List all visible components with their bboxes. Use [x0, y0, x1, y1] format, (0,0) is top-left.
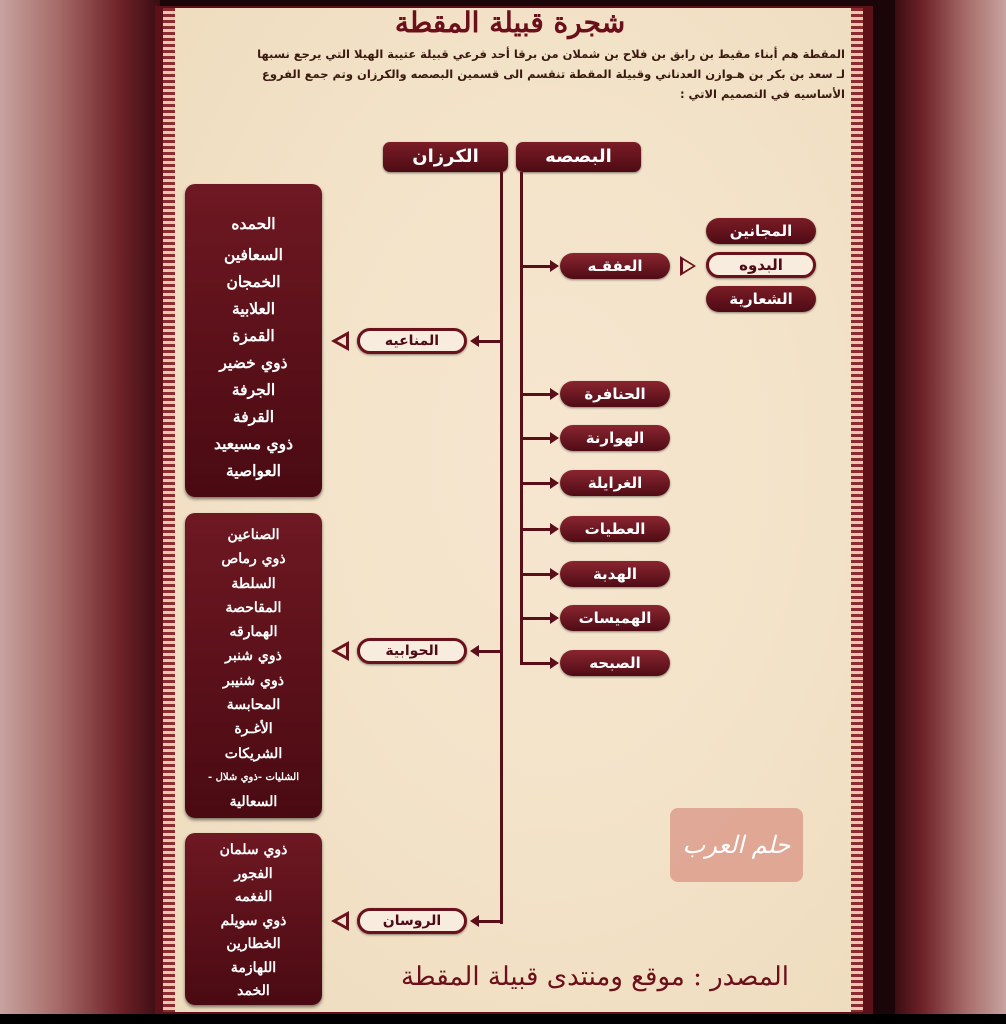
arrow-icon [550, 477, 559, 489]
list-item: الشليات -ذوي شلال - [207, 771, 299, 783]
section-karzan: الكرزان [383, 142, 508, 172]
list-item: الفغمه [234, 889, 273, 905]
branch-basasa-5: الهدبة [560, 561, 670, 587]
arrow-icon [550, 657, 559, 669]
stamp-text: حلم العرب [682, 831, 791, 859]
list-item: السلطة [231, 575, 276, 592]
arrow-icon [337, 336, 346, 346]
list-item: الخمجان [226, 272, 281, 291]
list-item: العواصية [226, 461, 281, 480]
intro-line: الأساسيه في التصميم الاتي : [679, 87, 845, 101]
connector-karzan-down [500, 172, 503, 924]
section-basasa: البصصه [516, 142, 641, 172]
list-item: الفجور [234, 865, 273, 882]
list-item: القمزة [232, 326, 275, 345]
list-item: الخطارين [226, 936, 281, 952]
ornament-border-right [851, 8, 863, 1012]
list-item: ذوي رماص [221, 551, 286, 568]
branch-karzan-1: الحوابية [357, 638, 467, 664]
list-item: ذوي خضير [219, 353, 288, 372]
connector-branch [520, 528, 554, 531]
connector-branch [520, 662, 554, 665]
branch-basasa-7: الصبحه [560, 650, 670, 676]
arrow-icon [683, 260, 693, 272]
list-item: ذوي سلمان [219, 842, 288, 858]
arrow-icon [550, 260, 559, 272]
connector-branch [520, 393, 554, 396]
arrow-icon [550, 523, 559, 535]
ornament-border-left [163, 8, 175, 1012]
arrow-icon [550, 568, 559, 580]
list-item: المحابسة [226, 697, 281, 714]
connector-branch [520, 265, 554, 268]
connector-basasa-down [520, 172, 523, 664]
branch-basasa-2: الهوارنة [560, 425, 670, 451]
page-title: شجرة قبيلة المقطة [394, 6, 626, 39]
list-hawabiya [185, 513, 322, 818]
list-item: الهمارقه [229, 624, 278, 641]
arrow-icon [470, 915, 479, 927]
list-manaiya [185, 184, 322, 497]
arrow-icon [550, 432, 559, 444]
branch-basasa-3: الغرايلة [560, 470, 670, 496]
arrow-icon [470, 335, 479, 347]
list-item: السعالية [229, 794, 278, 811]
list-item: الخمد [237, 983, 270, 999]
list-item: الأغـرة [234, 721, 273, 738]
watermark-stamp [670, 808, 803, 882]
list-item: القرفة [232, 407, 275, 426]
arrow-icon [337, 646, 346, 656]
branch-karzan-2: الروسان [357, 908, 467, 934]
list-item: الشريكات [224, 745, 283, 762]
list-item: اللهازمة [230, 959, 277, 976]
intro-text [185, 44, 845, 104]
connector-branch [520, 617, 554, 620]
arrow-icon [550, 388, 559, 400]
connector-branch [520, 573, 554, 576]
branch-basasa-4: العطيات [560, 516, 670, 542]
branch-basasa-0: العفقـه [560, 253, 670, 279]
list-item: ذوي شنبر [225, 648, 282, 665]
afqa-sub-2: الشعارية [706, 286, 816, 312]
connector-branch [520, 482, 554, 485]
afqa-sub-1: البدوه [706, 252, 816, 278]
arrow-icon [470, 645, 479, 657]
arrow-icon [550, 612, 559, 624]
source-credit: المصدر : موقع ومنتدى قبيلة المقطة [400, 962, 790, 992]
right-background [895, 0, 1006, 1024]
list-item: السعافين [224, 245, 283, 264]
branch-basasa-1: الحنافرة [560, 381, 670, 407]
list-item: ذوي مسيعيد [213, 434, 293, 453]
left-background [0, 0, 160, 1024]
intro-line: المقطة هم أبناء مقيط بن رابق بن فلاح بن شملان من برقا أحد فرعي قبيلة عتيبة الهيلا التي يرجع نسبها [257, 47, 845, 61]
list-item: المقاحصة [225, 599, 282, 616]
list-item: ذوي شنيبر [223, 672, 284, 689]
list-item: العلابية [231, 299, 276, 318]
list-item: ذوي سويلم [220, 912, 287, 929]
list-rosan [185, 833, 322, 1005]
list-item: الجرفة [231, 380, 276, 399]
arrow-icon [337, 916, 346, 926]
branch-basasa-6: الهميسات [560, 605, 670, 631]
list-item: الحمده [231, 214, 276, 233]
branch-karzan-0: المناعيه [357, 328, 467, 354]
bottom-bar [0, 1014, 1006, 1024]
list-item: الصناعين [227, 527, 280, 543]
intro-line: لـ سعد بن بكر بن هـوازن العدناني وقبيلة المقطة تنقسم الى قسمين البصصه والكرزان وتم جمع الفروع [261, 67, 845, 81]
connector-branch [520, 437, 554, 440]
afqa-sub-0: المجانين [706, 218, 816, 244]
